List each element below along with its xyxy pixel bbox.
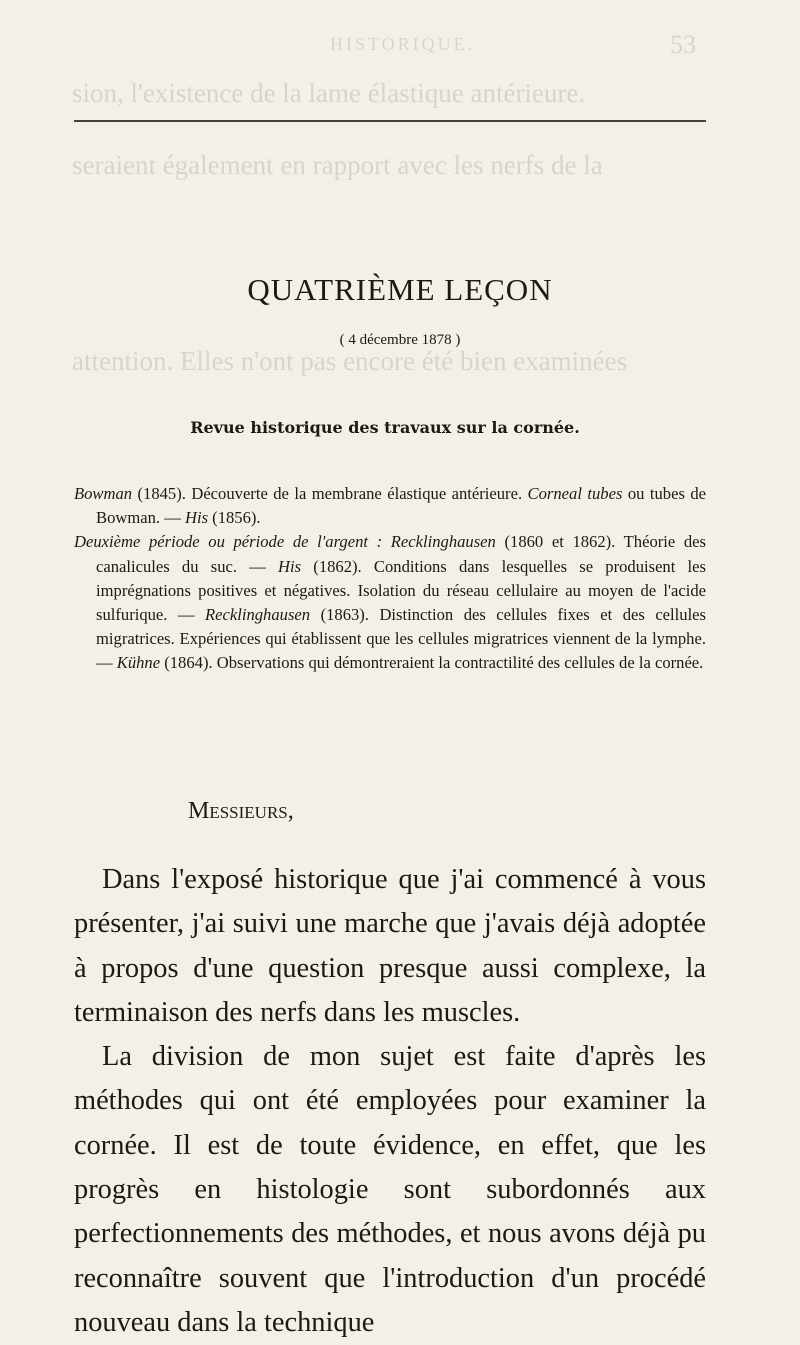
bleed-through-page-number: 53 xyxy=(670,30,696,59)
author-name: Recklinghausen xyxy=(205,605,311,625)
author-name: His xyxy=(184,508,209,528)
summary-entry xyxy=(74,530,706,675)
bleed-through-text: seraient également en rapport avec les nerfs de la xyxy=(72,150,603,180)
summary-text: (1856). xyxy=(208,508,261,528)
summary-text: (1860 et 1862). Théorie des canalicules du suc. — xyxy=(96,532,706,576)
summary-block xyxy=(74,482,706,676)
author-name: Bowman xyxy=(74,484,133,503)
term-italic: Corneal tubes xyxy=(527,484,623,503)
summary-text: (1863). Distinction des cellules fixes et des cellules migratrices. Expériences qui établissent que les cellules migratrices viennent de la lymphe. — xyxy=(96,605,706,673)
greeting: Messieurs, xyxy=(188,798,294,824)
body-paragraph: La division de mon sujet est faite d'après les méthodes qui ont été employées pour examiner la cornée. Il est de toute évidence, en effet, que les progrès en histologie sont subordonnés aux perfectionnements des méthodes, et nous avons déjà pu reconnaître souvent que l'introduction d'un procédé nouveau dans la technique xyxy=(74,1041,706,1338)
body-paragraph: Dans l'exposé historique que j'ai commencé à vous présenter, j'ai suivi une marche que j'avais déjà adoptée à propos d'une question presque aussi complexe, la terminaison des nerfs dans les muscles. xyxy=(74,864,706,1028)
bleed-through-header: HISTORIQUE. xyxy=(330,34,476,54)
summary-heading: Revue historique des travaux sur la cornée. xyxy=(190,418,580,437)
summary-text: ou tubes de Bowman. — xyxy=(96,484,706,528)
bleed-through-text: attention. Elles n'ont pas encore été bien examinées xyxy=(72,346,628,376)
lesson-title: QUATRIÈME LEÇON xyxy=(247,272,553,307)
body-text xyxy=(74,858,706,1345)
summary-text: (1864). Observations qui démontreraient la contractilité des cellules de la cornée. xyxy=(160,653,704,673)
summary-text: (1862). Conditions dans lesquelles se produisent les imprégnations positives et négatives. Isolation du réseau cellulaire au moyen de l'acide sulfurique. — xyxy=(96,556,706,625)
lesson-date: ( 4 décembre 1878 ) xyxy=(339,332,461,348)
header-rule xyxy=(74,120,706,122)
summary-text: (1845). Découverte de la membrane élastique antérieure. xyxy=(132,484,528,503)
summary-entry xyxy=(74,482,706,530)
author-name: His xyxy=(278,556,302,576)
author-name: Kühne xyxy=(116,653,161,673)
period-heading: Deuxième période ou période de l'argent : Recklinghausen xyxy=(74,532,496,552)
bleed-through-text: sion, l'existence de la lame élastique antérieure. xyxy=(72,78,586,108)
